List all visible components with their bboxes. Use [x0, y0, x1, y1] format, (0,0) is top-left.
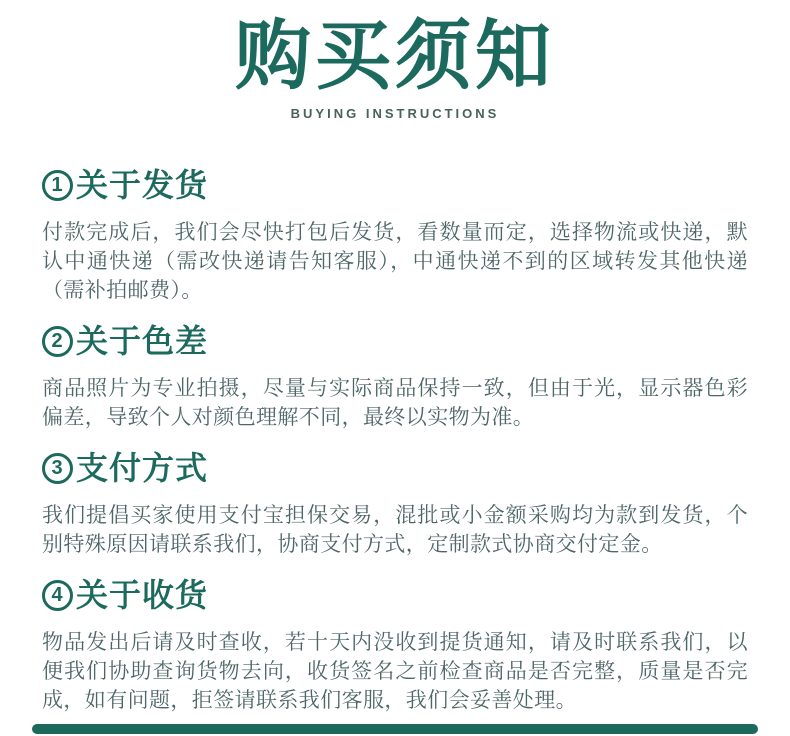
instructions-list	[0, 167, 790, 715]
section-number-badge: 4	[42, 580, 73, 611]
footer-divider-bar	[32, 724, 758, 734]
section-shipping-heading	[42, 167, 748, 203]
section-receiving	[42, 577, 748, 715]
section-shipping-body: 付款完成后，我们会尽快打包后发货，看数量而定，选择物流或快递，默认中通快递（需改快递请告知客服），中通快递不到的区域转发其他快递（需补拍邮费）。	[42, 221, 748, 303]
header	[0, 0, 790, 121]
section-shipping	[42, 167, 748, 305]
section-payment-body: 我们提倡买家使用支付宝担保交易，混批或小金额采购均为款到发货，个别特殊原因请联系我们，协商支付方式，定制款式协商交付定金。	[42, 504, 748, 557]
page-title: 购买须知	[235, 14, 555, 99]
section-shipping-title: 关于发货	[76, 167, 209, 204]
section-receiving-title: 关于收货	[76, 577, 209, 614]
section-color-difference-title: 关于色差	[76, 323, 209, 360]
section-number-badge: 3	[42, 453, 73, 484]
section-receiving-body: 物品发出后请及时查收，若十天内没收到提货通知，请及时联系我们，以便我们协助查询货物去向，收货签名之前检查商品是否完整，质量是否完成，如有问题，拒签请联系我们客服，我们会妥善处理。	[42, 631, 748, 713]
section-payment-heading	[42, 450, 748, 486]
section-payment-title: 支付方式	[76, 450, 209, 487]
section-number-badge: 1	[42, 170, 73, 201]
section-color-difference	[42, 323, 748, 432]
page-subtitle: BUYING INSTRUCTIONS	[290, 106, 500, 122]
section-number-badge: 2	[42, 326, 73, 357]
section-receiving-heading	[42, 577, 748, 613]
section-color-difference-body: 商品照片为专业拍摄，尽量与实际商品保持一致，但由于光，显示器色彩偏差，导致个人对颜色理解不同，最终以实物为准。	[42, 377, 748, 430]
section-color-difference-heading	[42, 323, 748, 359]
section-payment	[42, 450, 748, 559]
